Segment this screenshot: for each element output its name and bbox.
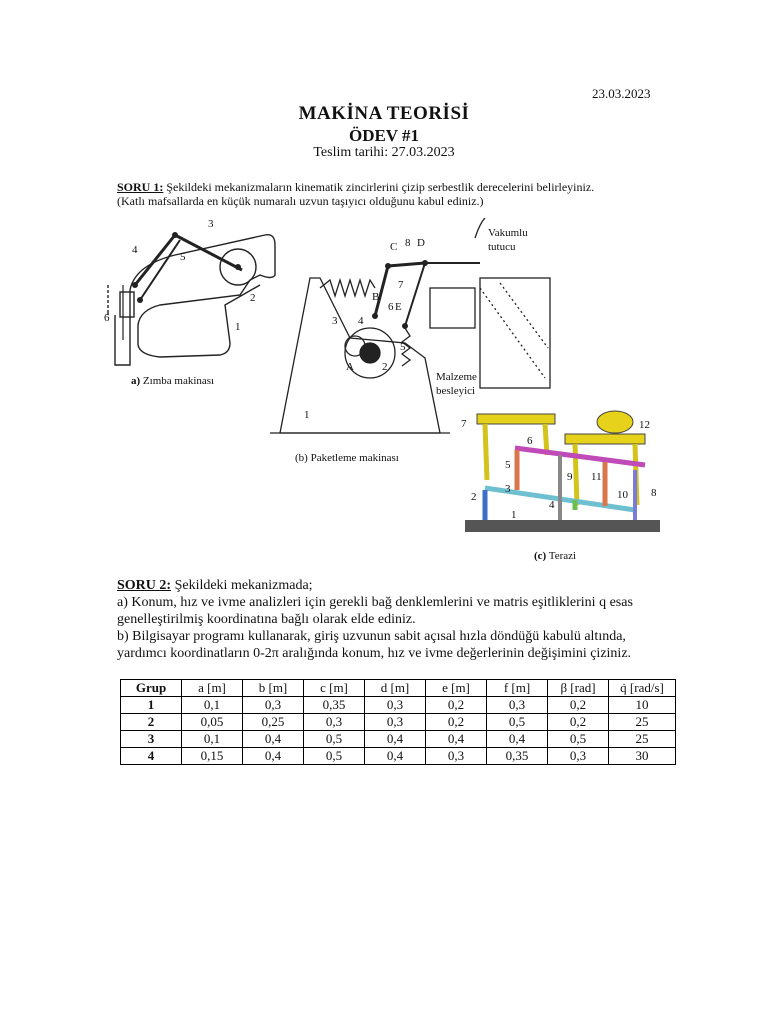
figure-a-label-6: 6 [104,312,110,324]
table-cell: 2 [121,714,182,731]
table-cell: 0,4 [365,731,426,748]
question-2-intro: Şekildeki mekanizmada; [171,578,313,593]
question-1-text: Şekildeki mekanizmaların kinematik zincirlerini çizip serbestlik derecelerini belirleyiniz. [163,180,595,194]
figure-b-label-4: 4 [358,315,364,327]
table-cell: 0,3 [487,697,548,714]
question-2-part-a: a) Konum, hız ve ivme analizleri için gerekli bağ denklemlerini ve matris eşitliklerini q esas genelleştirilmiş koordinatına bağlı olarak elde ediniz. [117,595,633,627]
figure-b-label-8: 8 [405,237,411,249]
table-cell: 0,4 [487,731,548,748]
figure-c-label-10: 10 [617,489,628,501]
figure-b-feeder-label-2: besleyici [436,385,476,397]
table-cell: 0,5 [304,748,365,765]
figure-c-label-1: 1 [511,509,517,521]
table-header-row [121,680,676,697]
figure-c-scale [455,410,670,545]
parameters-table [120,679,676,765]
table-cell: 0,5 [548,731,609,748]
figure-b-label-B: B [372,291,380,303]
figure-c-label-7: 7 [461,418,467,430]
column-header: β [rad] [548,680,609,697]
question-2-label: SORU 2: [117,578,172,593]
figure-b-label-E: E [395,301,402,313]
figure-a-punch-press [100,215,290,395]
column-header: d [m] [365,680,426,697]
figure-b-vacuum-label: Vakumlu [488,227,528,239]
figure-c-label-6: 6 [527,435,533,447]
table-cell: 0,3 [548,748,609,765]
table-cell: 0,1 [182,697,243,714]
table-cell: 0,2 [548,714,609,731]
figure-a-label-1: 1 [235,321,241,333]
figure-b-caption: (b) Paketleme makinası [295,452,399,464]
figure-c-label-5: 5 [505,459,511,471]
figure-b-feeder-label: Malzeme [436,371,477,383]
table-row [121,731,676,748]
table-cell: 0,3 [304,714,365,731]
table-cell: 0,3 [243,697,304,714]
table-row [121,714,676,731]
table-cell: 0,4 [426,731,487,748]
figure-b-label-5: 5 [400,341,406,353]
figure-b-label-1: 1 [304,409,310,421]
table-cell: 0,1 [182,731,243,748]
figure-b-label-6: 6 [388,301,394,313]
date: 23.03.2023 [592,86,651,101]
table-cell: 0,3 [426,748,487,765]
table-cell: 0,4 [365,748,426,765]
figure-b-vacuum-label-2: tutucu [488,241,516,253]
figure-a-label-4: 4 [132,244,138,256]
table-cell: 0,3 [365,714,426,731]
page-subtitle: ÖDEV #1 [348,126,420,145]
table-cell: 3 [121,731,182,748]
column-header: Grup [121,680,182,697]
column-header: c [m] [304,680,365,697]
figure-a-label-3: 3 [208,218,214,230]
figure-b-label-A: A [346,361,354,373]
table-cell: 0,5 [304,731,365,748]
table-cell: 25 [609,731,676,748]
figure-c-label-4: 4 [549,499,555,511]
page-title: MAKİNA TEORİSİ [298,103,470,124]
table-cell: 0,2 [426,697,487,714]
figure-b-label-C: C [390,241,398,253]
question-2-part-b: b) Bilgisayar programı kullanarak, giriş uzvunun sabit açısal hızla döndüğü kabulü altında, yardımcı koordinatların 0-2π aralığında konum, hız ve ivme değerlerinin değişimini çiziniz. [117,629,632,661]
table-cell: 0,05 [182,714,243,731]
figure-c-label-9: 9 [567,471,573,483]
question-1 [117,180,677,208]
table-cell: 0,2 [548,697,609,714]
table-cell: 0,25 [243,714,304,731]
figure-a-caption: a) Zımba makinası [131,375,215,387]
table-row [121,697,676,714]
figure-b-label-D: D [417,237,425,249]
table-cell: 0,5 [487,714,548,731]
table-cell: 0,15 [182,748,243,765]
figure-c-label-2: 2 [471,491,477,503]
question-1-label: SORU 1: [117,180,164,194]
column-header: q̇ [rad/s] [609,680,676,697]
table-cell: 0,35 [304,697,365,714]
figure-b-label-7: 7 [398,279,404,291]
column-header: f [m] [487,680,548,697]
table-cell: 0,35 [487,748,548,765]
figure-c-label-12: 12 [639,419,650,431]
figure-a-label-2: 2 [250,292,256,304]
figure-a-label-5: 5 [180,251,186,263]
column-header: e [m] [426,680,487,697]
column-header: b [m] [243,680,304,697]
table-cell: 25 [609,714,676,731]
table-cell: 10 [609,697,676,714]
table-row [121,748,676,765]
table-cell: 1 [121,697,182,714]
question-2 [117,577,677,662]
figure-b-label-3: 3 [332,315,338,327]
table-cell: 0,4 [243,748,304,765]
due-date: Teslim tarihi: 27.03.2023 [313,145,455,160]
figure-c-label-3: 3 [505,483,511,495]
table-cell: 0,3 [365,697,426,714]
table-cell: 0,2 [426,714,487,731]
figure-c-label-11: 11 [591,471,602,483]
figure-c-label-8: 8 [651,487,657,499]
table-cell: 4 [121,748,182,765]
figure-c-caption: (c) Terazi [534,550,577,562]
question-1-note: (Katlı mafsallarda en küçük numaralı uzvun taşıyıcı olduğunu kabul ediniz.) [117,194,484,208]
figure-b-label-2: 2 [382,361,388,373]
column-header: a [m] [182,680,243,697]
table-cell: 30 [609,748,676,765]
table-cell: 0,4 [243,731,304,748]
